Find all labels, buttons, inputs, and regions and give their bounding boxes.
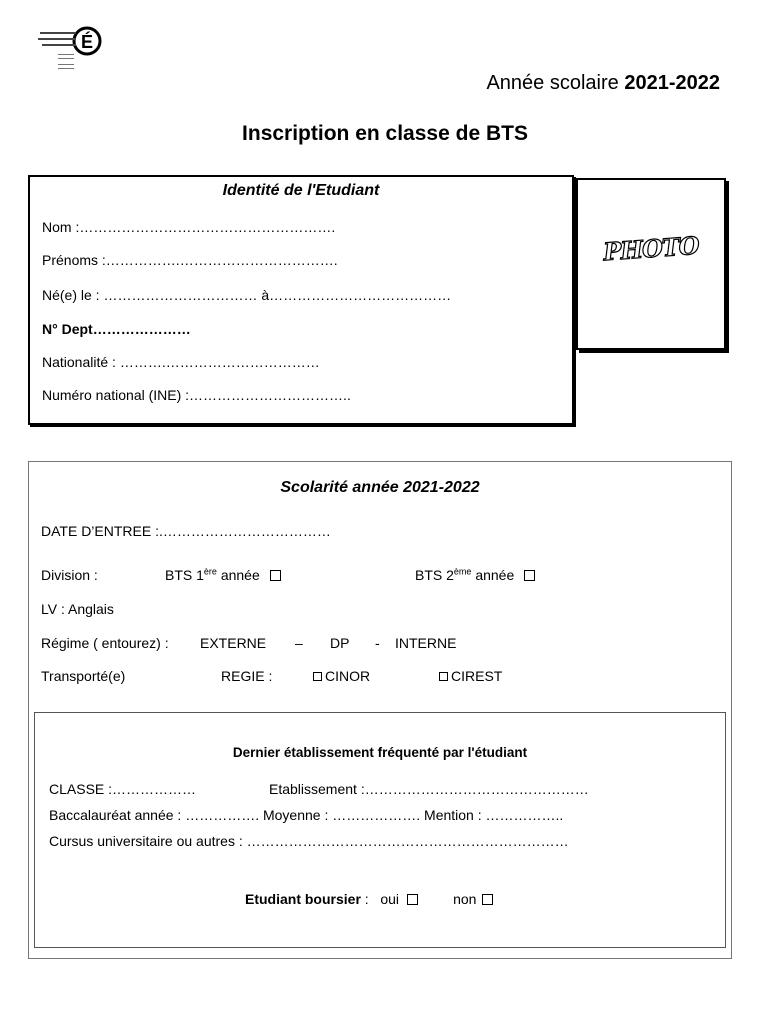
boursier-line [245, 891, 493, 907]
bts1-sup: ère [203, 566, 217, 577]
cursus-field[interactable]: Cursus universitaire ou autres : …………………………………………………………… [49, 833, 569, 849]
identity-section [28, 175, 574, 425]
bts2-suffix: année [475, 567, 515, 583]
regime-sep-1: – [295, 635, 303, 651]
dept-field[interactable]: N° Dept………………… [42, 321, 191, 337]
boursier-colon: : [364, 891, 369, 907]
date-entree-field[interactable]: DATE D’ENTREE :.……………………………… [41, 523, 331, 539]
bac-field[interactable]: Baccalauréat année : ……………. Moyenne : ………………. Mention : …………….. [49, 807, 564, 823]
svg-text:É: É [80, 32, 94, 52]
cirest-option[interactable] [439, 668, 502, 684]
transport-label: Transporté(e) [41, 668, 126, 684]
identity-title: Identité de l'Etudiant [222, 182, 380, 199]
regime-dp[interactable]: DP [330, 635, 350, 651]
dernier-etablissement-section [34, 712, 726, 948]
photo-box [576, 178, 726, 350]
school-year [420, 72, 720, 95]
bts1-prefix: BTS 1 [165, 567, 204, 583]
cinor-option[interactable] [313, 668, 370, 684]
cinor-checkbox[interactable] [313, 672, 322, 681]
classe-field[interactable]: CLASSE :……………… [49, 781, 197, 797]
bts2-prefix: BTS 2 [415, 567, 454, 583]
dept-line [42, 321, 191, 337]
birth-field[interactable]: Né(e) le : …………………………… à………………………………… [42, 287, 452, 303]
school-year-label: Année scolaire [486, 72, 619, 94]
nationalite-field[interactable]: Nationalité : ……….…………………………… [42, 354, 320, 370]
nom-field[interactable]: Nom :………………………………………………. [42, 219, 336, 235]
dernier-etablissement-title: Dernier établissement fréquenté par l'étudiant [232, 745, 528, 760]
school-year-value: 2021-2022 [624, 72, 720, 94]
page-title: Inscription en classe de BTS [242, 122, 528, 145]
regime-sep-2: - [375, 635, 380, 651]
division-label: Division : [41, 567, 98, 583]
regime-interne[interactable]: INTERNE [395, 635, 457, 651]
non-checkbox[interactable] [482, 894, 493, 905]
boursier-label: Etudiant boursier [245, 891, 361, 907]
republique-logo-icon [36, 20, 106, 84]
regie-label: REGIE : [221, 668, 273, 684]
bts2-checkbox[interactable] [524, 570, 535, 581]
ine-field[interactable]: Numéro national (INE) :…………………………….. [42, 387, 351, 403]
cinor-label: CINOR [325, 668, 371, 684]
academie-logo [36, 20, 106, 84]
bts2-option[interactable] [415, 567, 535, 583]
regime-label: Régime ( entourez) : [41, 635, 169, 651]
oui-label: oui [380, 891, 400, 907]
oui-checkbox[interactable] [407, 894, 418, 905]
scolarite-title: Scolarité année 2021-2022 [280, 479, 480, 496]
bts2-sup: ème [453, 566, 472, 577]
bts1-checkbox[interactable] [270, 570, 281, 581]
lv-line: LV : Anglais [41, 601, 114, 617]
photo-label: PHOTO [602, 230, 700, 267]
scolarite-section [28, 461, 732, 959]
etablissement-field[interactable]: Etablissement :………………………………………… [269, 781, 589, 797]
prenoms-field[interactable]: Prénoms :…………….……………………………. [42, 252, 338, 268]
non-label: non [453, 891, 477, 907]
cirest-checkbox[interactable] [439, 672, 448, 681]
regime-externe[interactable]: EXTERNE [200, 635, 267, 651]
bts1-option[interactable] [165, 567, 281, 583]
cirest-label: CIREST [451, 668, 503, 684]
bts1-suffix: année [220, 567, 260, 583]
